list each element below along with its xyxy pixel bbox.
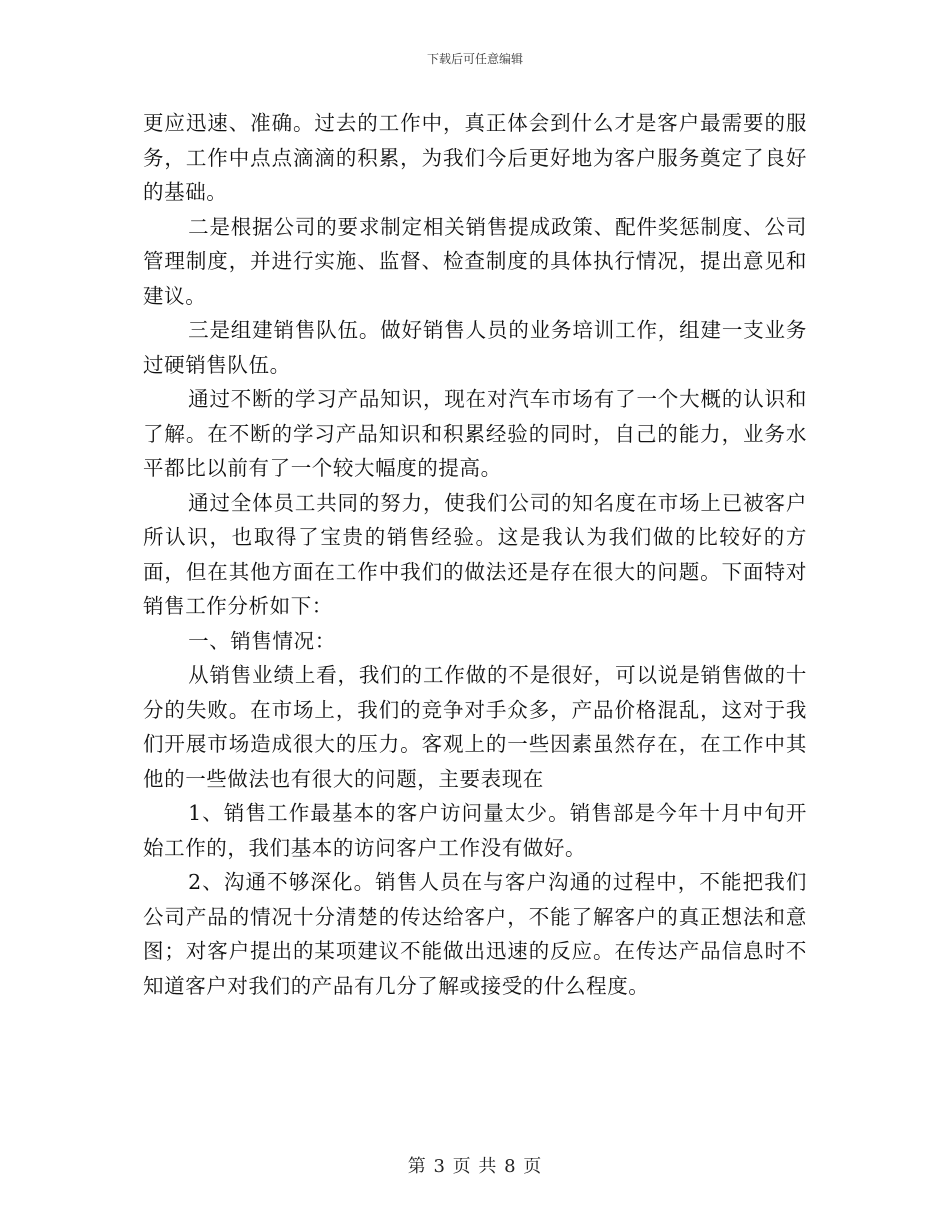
paragraph-sales-performance: 从销售业绩上看，我们的工作做的不是很好，可以说是销售做的十分的失败。在市场上，我们的竞争对手众多，产品价格混乱，这对于我们开展市场造成很大的压力。客观上的一些因素虽然存在，在工作中其他的一些做法也有很大的问题，主要表现在 — [143, 663, 807, 791]
paragraph-point-three: 三是组建销售队伍。做好销售人员的业务培训工作，组建一支业务过硬销售队伍。 — [143, 318, 807, 377]
document-body — [143, 106, 807, 1003]
paragraph-point-two: 二是根据公司的要求制定相关销售提成政策、配件奖惩制度、公司管理制度，并进行实施、监督、检查制度的具体执行情况，提出意见和建议。 — [143, 214, 807, 308]
paragraph-item-two: 2、沟通不够深化。销售人员在与客户沟通的过程中，不能把我们公司产品的情况十分清楚的传达给客户，不能了解客户的真正想法和意图；对客户提出的某项建议不能做出迅速的反应。在传达产品信息时不知道客户对我们的产品有几分了解或接受的什么程度。 — [143, 870, 807, 998]
paragraph-item-one: 1、销售工作最基本的客户访问量太少。销售部是今年十月中旬开始工作的，我们基本的访问客户工作没有做好。 — [143, 801, 807, 860]
paragraph-company-reputation: 通过全体员工共同的努力，使我们公司的知名度在市场上已被客户所认识，也取得了宝贵的销售经验。这是我认为我们做的比较好的方面，但在其他方面在工作中我们的做法还是存在很大的问题。下面特对销售工作分析如下： — [143, 490, 807, 618]
section-heading-sales: 一、销售情况： — [188, 628, 336, 653]
page-number: 第 3 页 共 8 页 — [407, 1156, 543, 1177]
paragraph-product-knowledge: 通过不断的学习产品知识，现在对汽车市场有了一个大概的认识和了解。在不断的学习产品知识和积累经验的同时，自己的能力，业务水平都比以前有了一个较大幅度的提高。 — [143, 387, 807, 480]
page-header-note: 下载后可任意编辑 — [426, 52, 523, 66]
paragraph-continuation: 更应迅速、准确。过去的工作中，真正体会到什么才是客户最需要的服务，工作中点点滴滴的积累，为我们今后更好地为客户服务奠定了良好的基础。 — [143, 111, 807, 204]
